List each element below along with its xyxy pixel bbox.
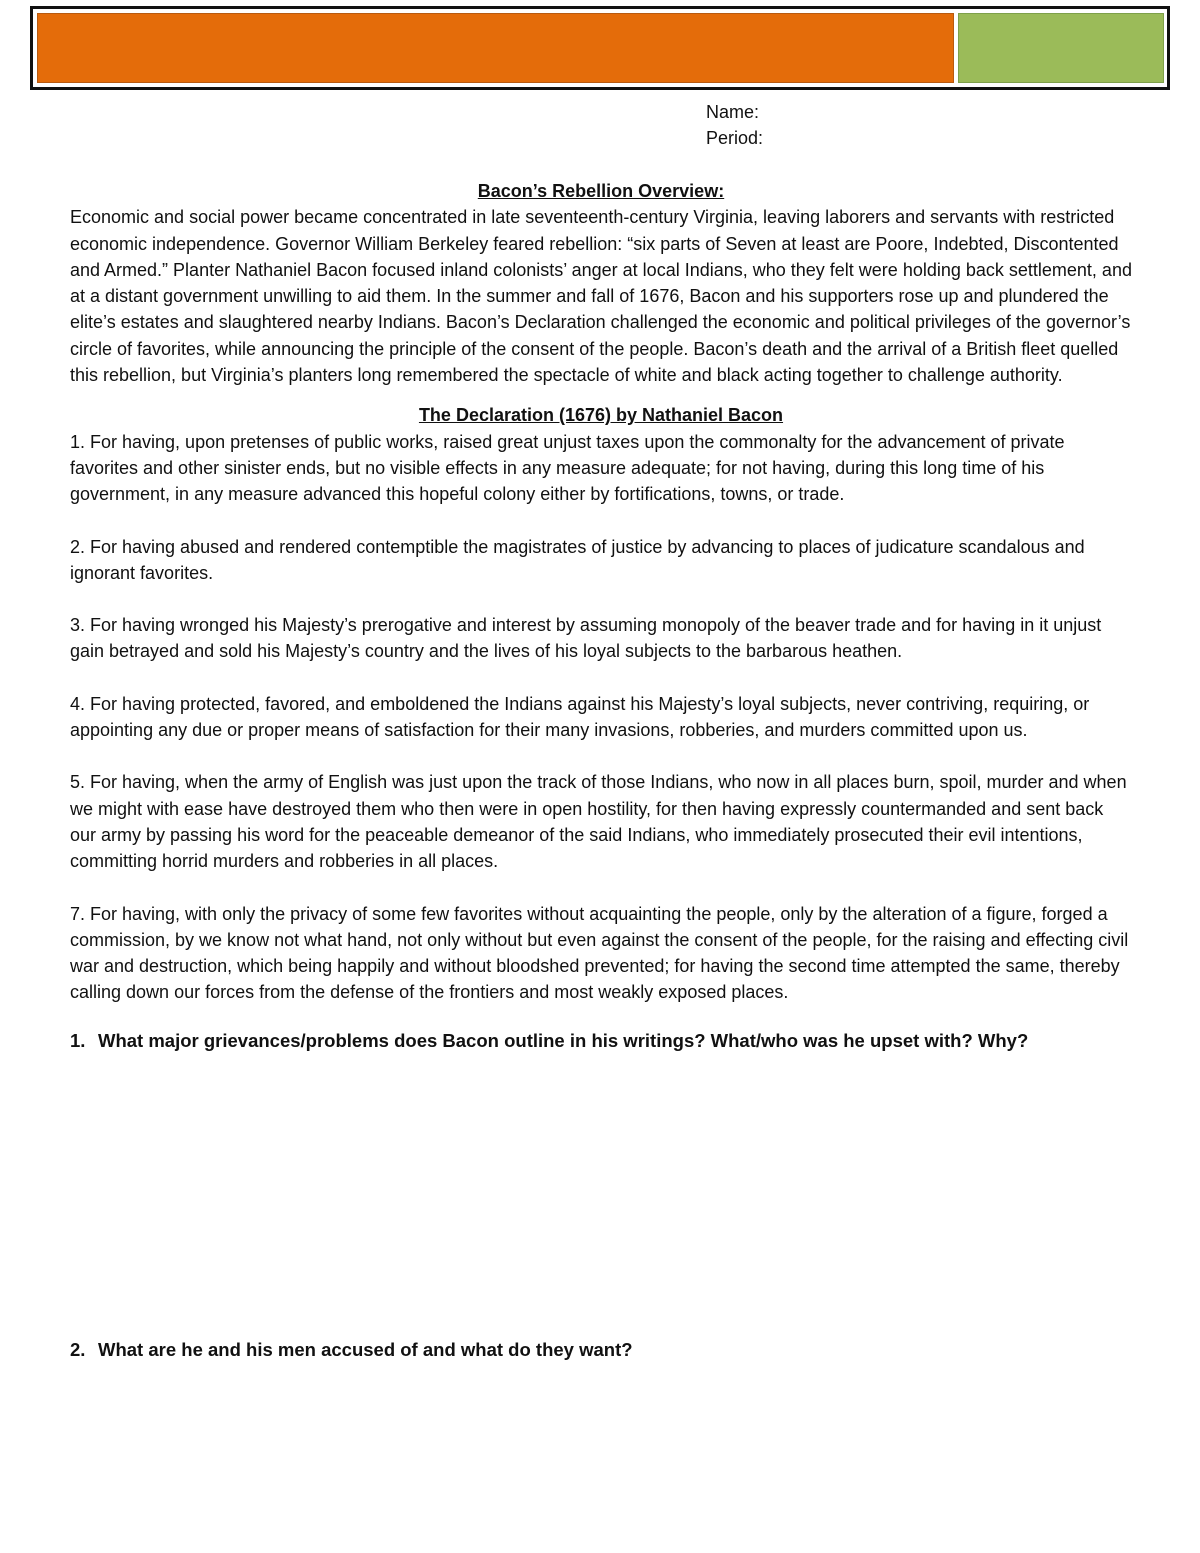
student-info <box>706 99 763 151</box>
declaration-item: 4. For having protected, favored, and emboldened the Indians against his Majesty’s loyal subjects, never contriving, requiring, or appointing any due or proper means of satisfaction for their many invasions, robberies, and murders committed upon us. <box>70 693 1090 741</box>
declaration-item: 5. For having, when the army of English was just upon the track of those Indians, who now in all places burn, spoil, murder and when we might with ease have destroyed them who then were in open hostility, for then having expressly countermanded and sent back our army by passing his word for the peaceable demeanor of the said Indians, who immediately prosecuted their evil intentions, committing horrid murders and robberies in all places. <box>70 772 1127 872</box>
document-body <box>70 178 1132 1054</box>
overview-text: Economic and social power became concentrated in late seventeenth-century Virginia, leaving laborers and servants with restricted economic independence. Governor William Berkeley feared rebellion: “six parts of Seven at least are Poore, Indebted, Discontented and Armed.” Planter Nathaniel Bacon focused inland colonists’ anger at local Indians, who they felt were holding back settlement, and at a distant government unwilling to aid them. In the summer and fall of 1676, Bacon and his supporters rose up and plundered the elite’s estates and slaughtered nearby Indians. Bacon’s Declaration challenged the economic and political privileges of the governor’s circle of favorites, while announcing the principle of the consent of the people. Bacon’s death and the arrival of a British fleet quelled this rebellion, but Virginia’s planters long remembered the spectacle of white and black acting together to challenge authority. <box>70 207 1132 386</box>
declaration-item: 7. For having, with only the privacy of some few favorites without acquainting the people, only by the alteration of a figure, forged a commission, by we know not what hand, not only without but even against the consent of the people, for the raising and effecting civil war and destruction, which being happily and without bloodshed prevented; for having the second time attempted the same, thereby calling down our forces from the defense of the frontiers and most weakly exposed places. <box>70 903 1129 1003</box>
question-number: 2. <box>70 1339 86 1360</box>
question-text: What are he and his men accused of and what do they want? <box>98 1339 633 1360</box>
orange-banner-block <box>37 13 954 83</box>
declaration-item: 2. For having abused and rendered contemptible the magistrates of justice by advancing to places of judicature scandalous and ignorant favorites. <box>70 536 1085 583</box>
declaration-item: 3. For having wronged his Majesty’s prerogative and interest by assuming monopoly of the beaver trade and for having in it unjust gain betrayed and sold his Majesty’s country and the lives of his loyal subjects to the barbarous heathen. <box>70 615 1102 662</box>
question-text: What major grievances/problems does Bacon outline in his writings? What/who was he upset with? Why? <box>98 1029 1029 1051</box>
question-2 <box>70 1337 633 1363</box>
period-label: Period: <box>706 128 764 148</box>
declaration-heading: The Declaration (1676) by Nathaniel Bacon <box>418 405 784 426</box>
question-number: 1. <box>70 1029 86 1051</box>
name-label: Name: <box>706 102 760 122</box>
green-banner-block <box>958 13 1164 83</box>
header-banner <box>30 6 1170 90</box>
declaration-item: 1. For having, upon pretenses of public works, raised great unjust taxes upon the commonalty for the advancement of private favorites and other sinister ends, but no visible effects in any measure adequate; for not having, during this long time of his government, in any measure advanced this hopeful colony either by fortifications, towns, or trade. <box>70 431 1065 505</box>
overview-heading: Bacon’s Rebellion Overview: <box>477 181 725 201</box>
question-1 <box>70 1028 1132 1054</box>
